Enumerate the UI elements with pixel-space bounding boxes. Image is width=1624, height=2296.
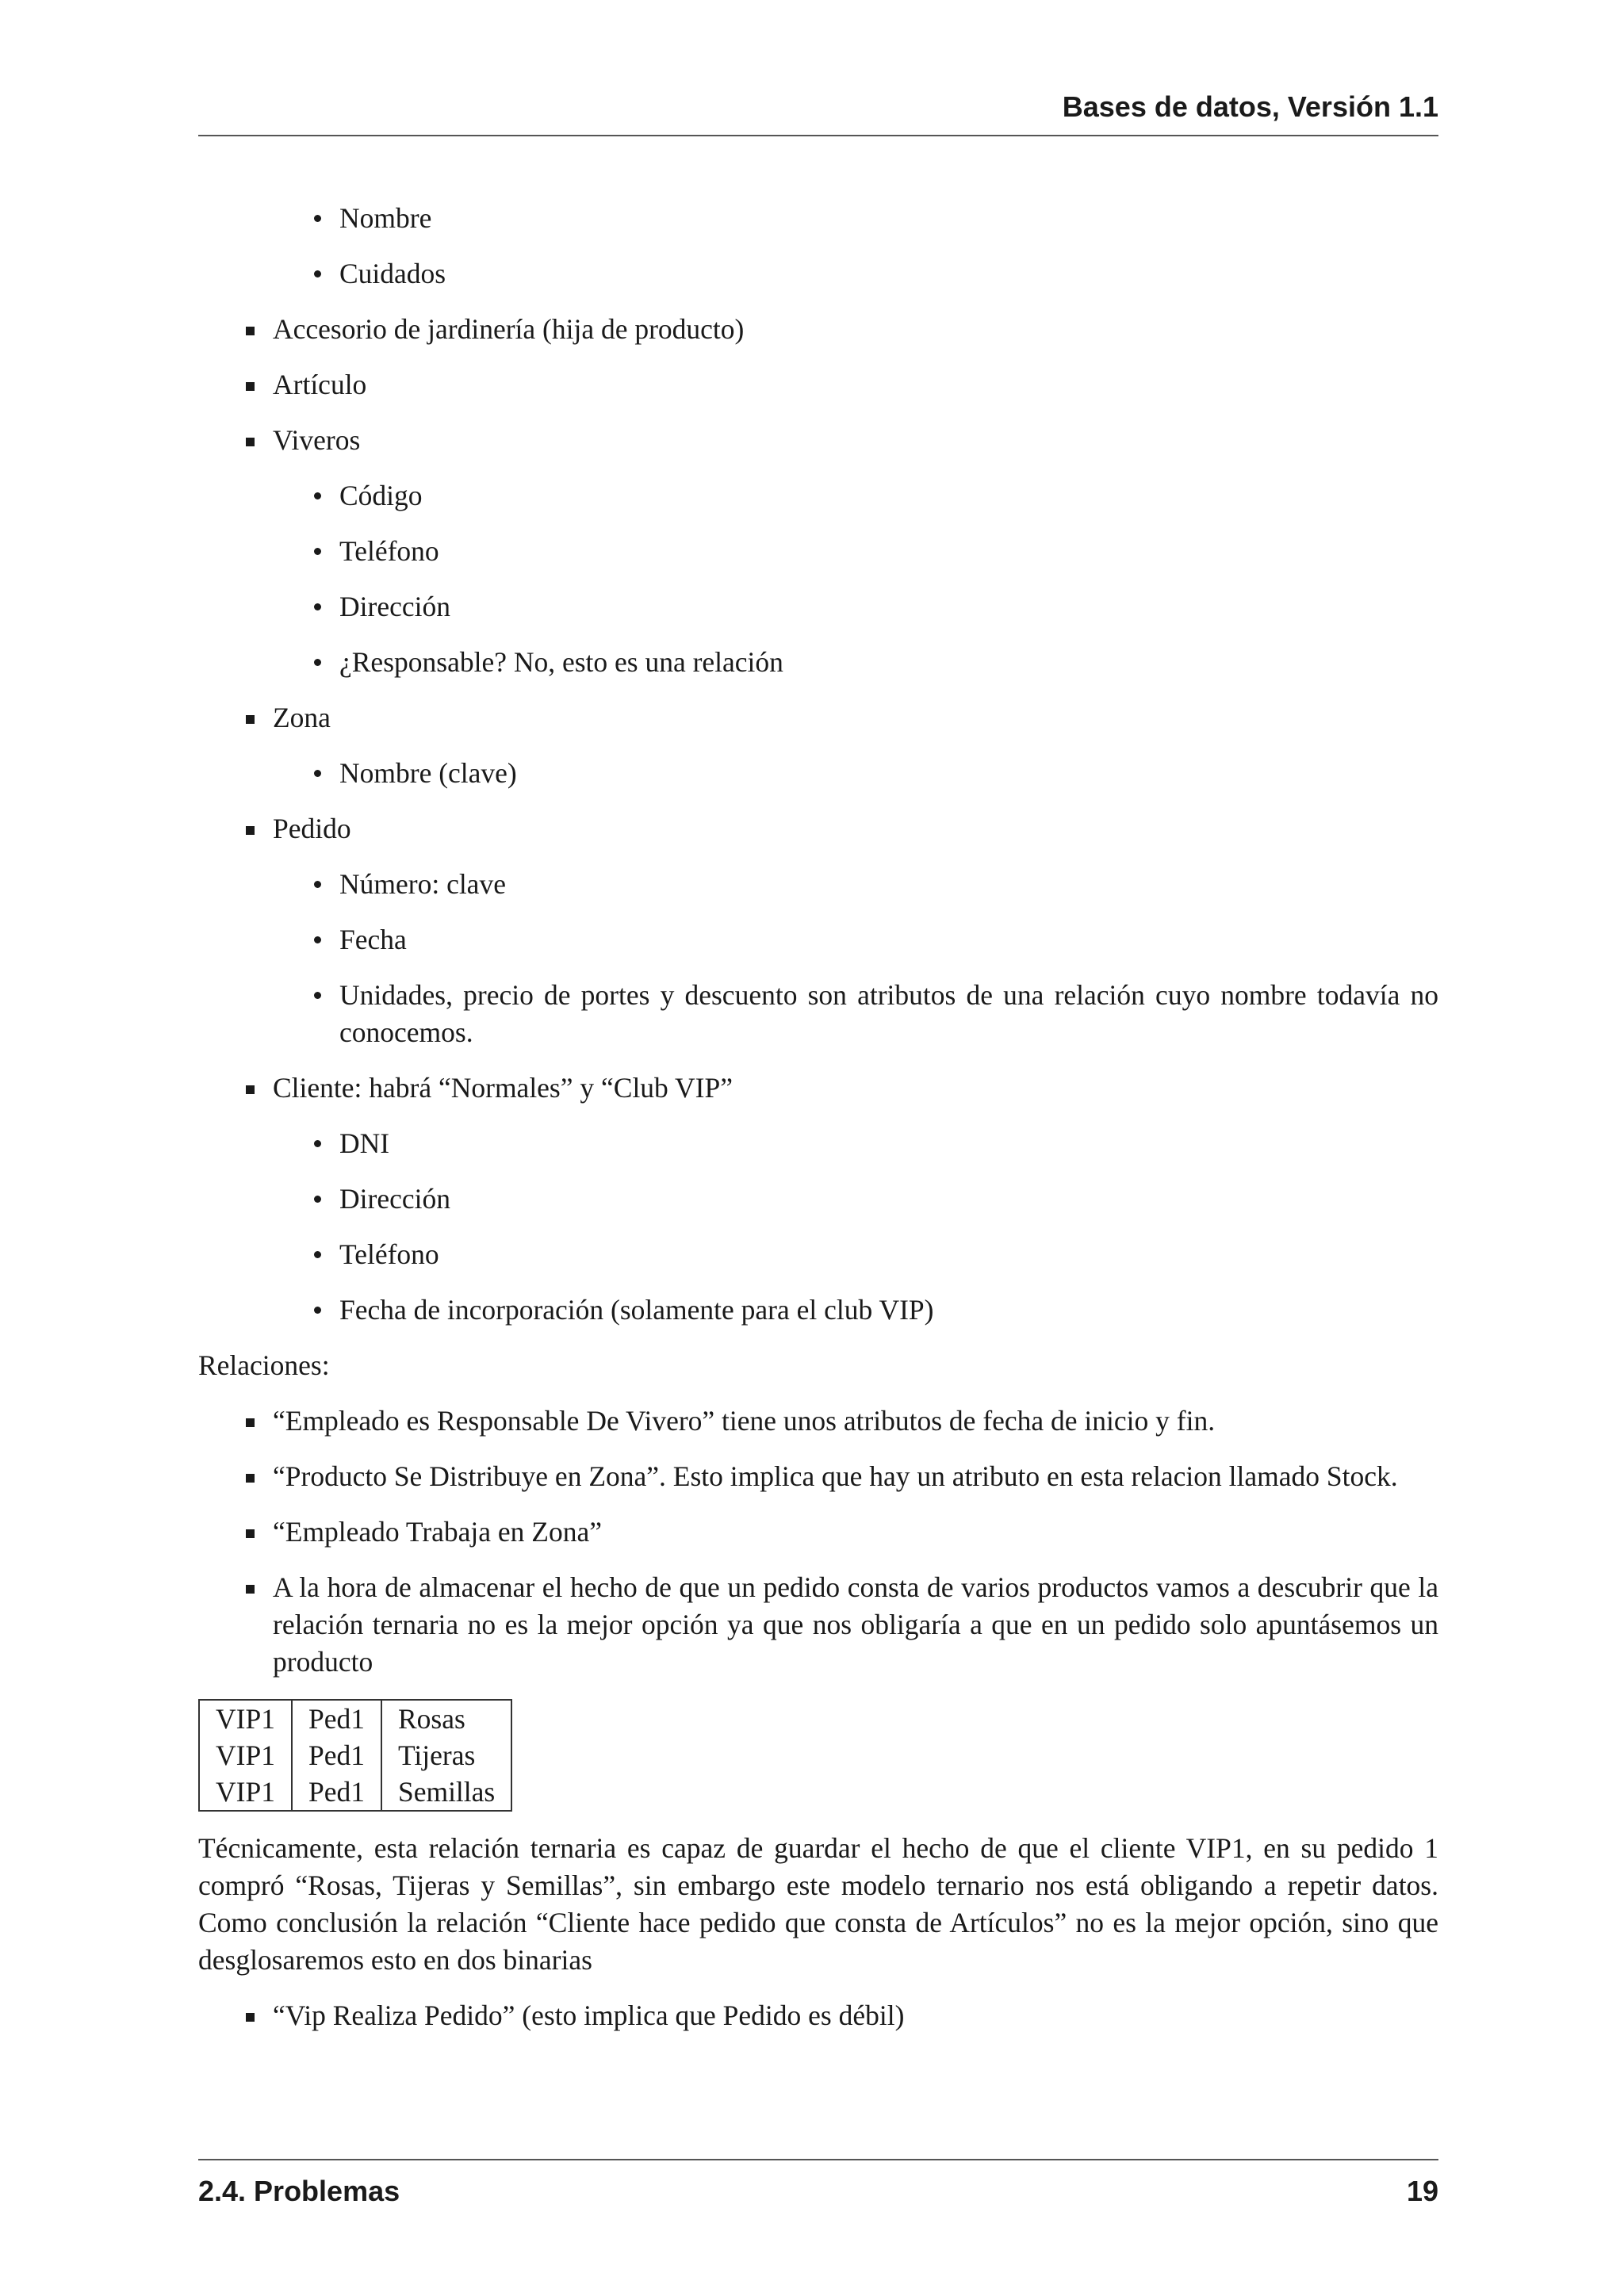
table-cell: Ped1: [292, 1737, 381, 1774]
list-item: [198, 588, 1438, 626]
header-title: Bases de datos, Versión 1.1: [1062, 90, 1438, 123]
square-bullet-icon: [246, 1529, 255, 1538]
table-cell: Ped1: [292, 1774, 381, 1811]
round-bullet-icon: [314, 881, 321, 888]
round-bullet-icon: [314, 270, 321, 277]
round-bullet-icon: [314, 1140, 321, 1147]
list-item-text: Unidades, precio de portes y descuento son atributos de una relación cuyo nombre todavía no conocemos.: [339, 979, 1438, 1048]
square-bullet-icon: [246, 327, 255, 335]
list-item: [198, 255, 1438, 293]
list-item: [198, 1997, 1438, 2034]
list-item-text: Fecha de incorporación (solamente para el club VIP): [339, 1294, 934, 1326]
table-cell: Ped1: [292, 1700, 381, 1737]
list-item-text: ¿Responsable? No, esto es una relación: [339, 646, 783, 678]
table-cell: VIP1: [199, 1700, 292, 1737]
list-item-text: Zona: [273, 702, 331, 733]
list-item: [198, 1181, 1438, 1218]
page-header: [198, 89, 1438, 136]
table-cell: VIP1: [199, 1774, 292, 1811]
page-number: 19: [1406, 2175, 1438, 2207]
round-bullet-icon: [314, 770, 321, 777]
list-item: [198, 755, 1438, 792]
round-bullet-icon: [314, 659, 321, 666]
square-bullet-icon: [246, 1585, 255, 1594]
list-item-text: “Empleado es Responsable De Vivero” tiene unos atributos de fecha de inicio y fin.: [273, 1405, 1216, 1437]
list-item: [198, 477, 1438, 515]
table-row: [199, 1737, 511, 1774]
conclusion-paragraph: Técnicamente, esta relación ternaria es capaz de guardar el hecho de que el cliente VIP1, en su pedido 1 compró “Rosas, Tijeras y Semillas”, sin embargo este modelo ternario nos está obligando a repetir datos. Como conclusión la relación “Cliente hace pedido que consta de Artículos” no es la mejor opción, sino que desglosaremos esto en dos binarias: [198, 1832, 1438, 1976]
list-item-text: A la hora de almacenar el hecho de que un pedido consta de varios productos vamos a descubrir que la relación ternaria no es la mejor opción ya que nos obligaría a que en un pedido solo apuntásemos un producto: [273, 1571, 1438, 1678]
table-cell: Semillas: [381, 1774, 511, 1811]
round-bullet-icon: [314, 1196, 321, 1203]
round-bullet-icon: [314, 548, 321, 555]
list-item-text: Teléfono: [339, 1238, 439, 1270]
square-bullet-icon: [246, 715, 255, 724]
binary-relations-list: [198, 1997, 1438, 2034]
list-item: [198, 1513, 1438, 1551]
footer-section: 2.4. Problemas: [198, 2175, 400, 2207]
list-item: [198, 977, 1438, 1051]
square-bullet-icon: [246, 1418, 255, 1427]
list-item-text: Artículo: [273, 369, 367, 400]
list-item-text: Viveros: [273, 424, 361, 456]
list-item: [198, 644, 1438, 681]
list-item-text: Código: [339, 480, 423, 511]
list-item: [198, 1402, 1438, 1440]
round-bullet-icon: [314, 1251, 321, 1258]
list-item-text: Pedido: [273, 813, 351, 844]
list-item-text: Nombre (clave): [339, 757, 517, 789]
list-item-text: Cliente: habrá “Normales” y “Club VIP”: [273, 1072, 733, 1104]
list-item: [198, 810, 1438, 848]
square-bullet-icon: [246, 1474, 255, 1483]
page-content: [198, 200, 1438, 2053]
list-item: [198, 1292, 1438, 1329]
list-item: [198, 921, 1438, 959]
list-item-text: “Empleado Trabaja en Zona”: [273, 1516, 603, 1548]
round-bullet-icon: [314, 492, 321, 499]
list-item: [198, 1125, 1438, 1162]
list-item-text: Teléfono: [339, 535, 439, 567]
square-bullet-icon: [246, 1085, 255, 1094]
relaciones-label: Relaciones:: [198, 1349, 330, 1381]
list-item: [198, 1458, 1438, 1495]
list-item-text: Accesorio de jardinería (hija de producto): [273, 313, 745, 345]
list-item-text: Dirección: [339, 1183, 450, 1215]
list-item: [198, 422, 1438, 459]
round-bullet-icon: [314, 1307, 321, 1314]
list-item: [198, 1569, 1438, 1681]
table-cell: Tijeras: [381, 1737, 511, 1774]
list-item: [198, 866, 1438, 903]
round-bullet-icon: [314, 936, 321, 943]
page-footer: [198, 2159, 1438, 2207]
round-bullet-icon: [314, 215, 321, 222]
list-item-text: Cuidados: [339, 258, 446, 289]
list-item-text: Número: clave: [339, 868, 506, 900]
relations-list: [198, 1402, 1438, 1681]
table-cell: VIP1: [199, 1737, 292, 1774]
list-item: [198, 200, 1438, 237]
list-item: [198, 311, 1438, 348]
square-bullet-icon: [246, 382, 255, 391]
list-item: [198, 1070, 1438, 1107]
list-item-text: Dirección: [339, 591, 450, 622]
round-bullet-icon: [314, 603, 321, 610]
entity-list: [198, 200, 1438, 1329]
list-item-text: “Producto Se Distribuye en Zona”. Esto implica que hay un atributo en esta relacion llamado Stock.: [273, 1460, 1398, 1492]
square-bullet-icon: [246, 826, 255, 835]
square-bullet-icon: [246, 438, 255, 446]
list-item: [198, 533, 1438, 570]
list-item: [198, 1236, 1438, 1273]
list-item-text: Nombre: [339, 202, 432, 234]
round-bullet-icon: [314, 992, 321, 999]
square-bullet-icon: [246, 2013, 255, 2022]
table-row: [199, 1700, 511, 1737]
list-item-text: DNI: [339, 1127, 390, 1159]
list-item-text: “Vip Realiza Pedido” (esto implica que Pedido es débil): [273, 1999, 905, 2031]
list-item-text: Fecha: [339, 924, 407, 955]
ternary-table: [198, 1699, 512, 1812]
list-item: [198, 366, 1438, 404]
table-cell: Rosas: [381, 1700, 511, 1737]
table-row: [199, 1774, 511, 1811]
list-item: [198, 699, 1438, 737]
